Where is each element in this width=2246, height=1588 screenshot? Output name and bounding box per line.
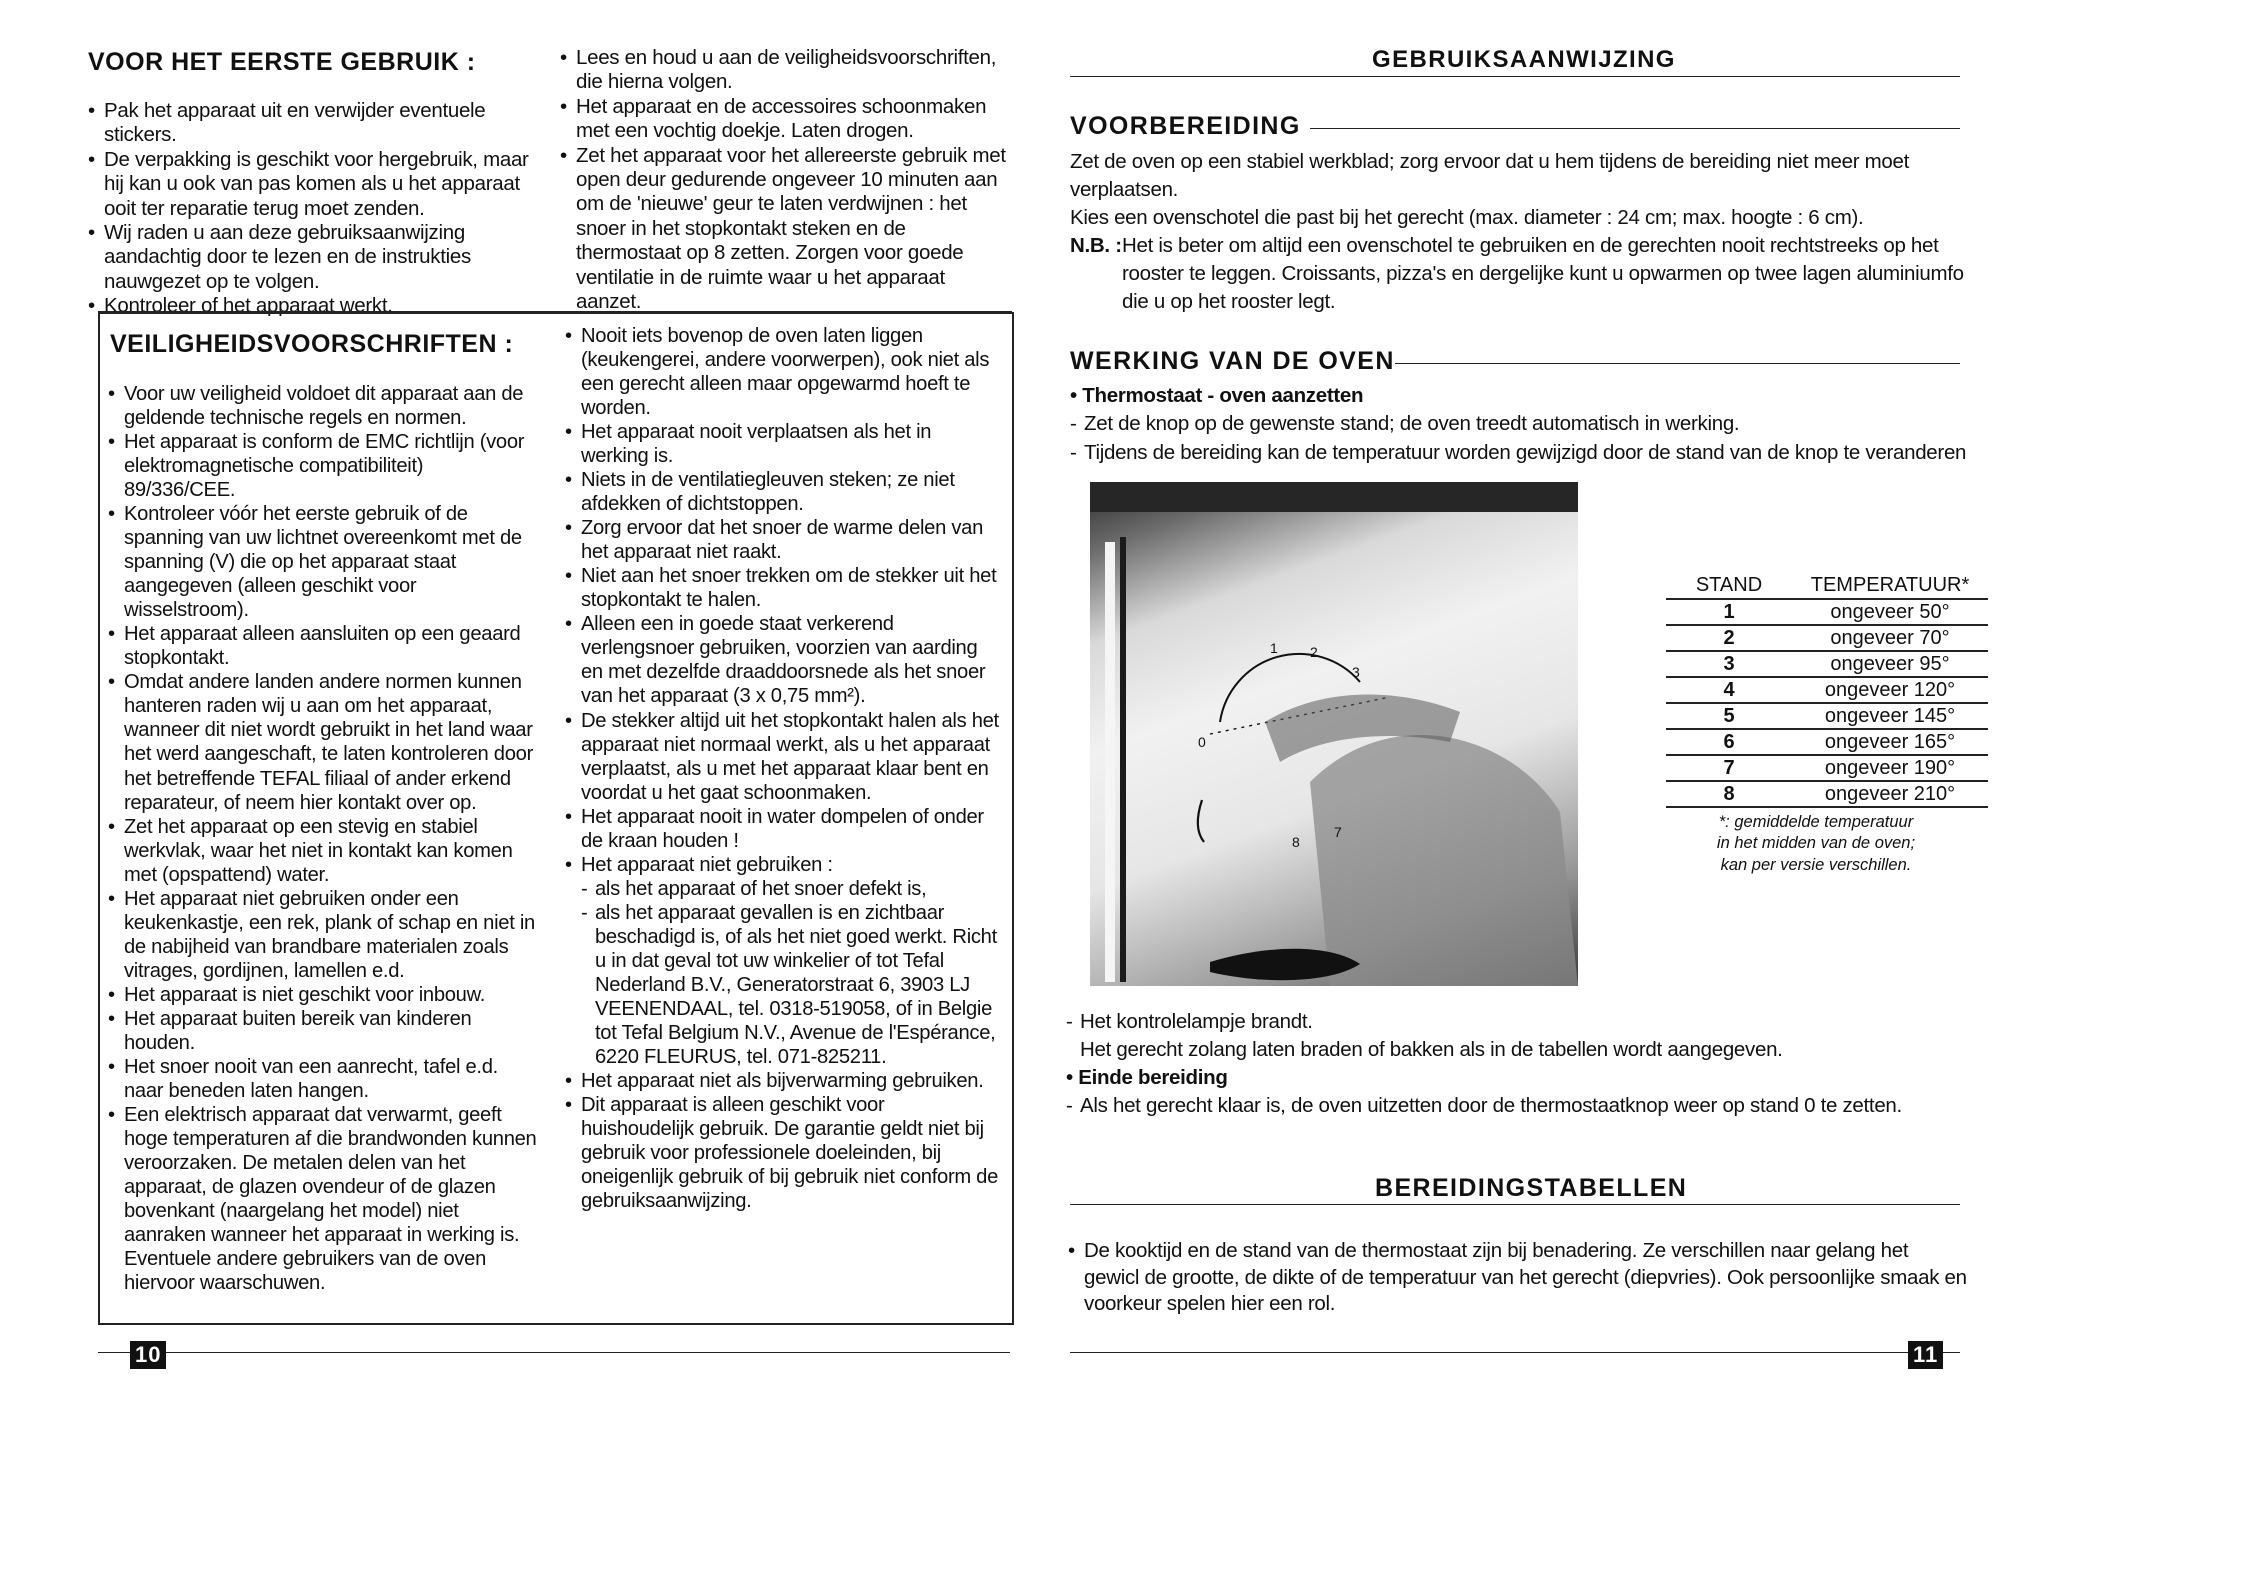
prep-title: VOORBEREIDING [1070,112,1301,140]
dial-number-7: 7 [1334,824,1342,840]
operation-step-1: - Zet de knop op de gewenste stand; de oven treedt automatisch in werking. [1070,410,1970,438]
list-item: • Lees en houd u aan de veiligheidsvoorschriften, die hierna volgen. [560,46,1010,95]
table-row: 1 ongeveer 50° [1666,599,1988,625]
operation-step-3b: Het gerecht zolang laten braden of bakken als in de tabellen wordt aangegeven. [1080,1038,1783,1062]
list-item: • Alleen een in goede staat verkerend verlengsnoer gebruiken, voorzien van aarding en met dezelfde draaddoorsnede als het snoer van het apparaat (3 x 0,75 mm²). [565,612,1002,708]
list-item: • Het apparaat is niet geschikt voor inbouw. [108,983,538,1007]
prep-p1: Zet de oven op een stabiel werkblad; zorg ervoor dat u hem tijdens de bereiding niet meer moet verplaatsen. [1070,150,1909,202]
table-header-stand: STAND [1666,574,1792,599]
operation-title: WERKING VAN DE OVEN [1070,347,1395,375]
list-item: • Zorg ervoor dat het snoer de warme delen van het apparaat niet raakt. [565,516,1002,564]
right-footer-rule [1070,1352,1960,1353]
safety-col1 [108,382,538,1295]
left-footer-rule [98,1352,1010,1353]
nb-text: Het is beter om altijd een ovenschotel te gebruiken en de gerechten nooit rechtstreeks op het rooster te leggen. Croissants, pizza's en dergelijke kunt u opwarmen op twee lagen aluminiumfo die u op het rooster legt. [1122,234,1964,314]
operation-step-2: - Tijdens de bereiding kan de temperatuur worden gewijzigd door de stand van de knop te veranderen [1070,439,1970,467]
thermostat-photo [1090,482,1578,986]
first-use-title: VOOR HET EERSTE GEBRUIK : [88,48,476,76]
list-item: • Nooit iets bovenop de oven laten liggen (keukengerei, andere voorwerpen), ook niet als een gerecht alleen maar opgewarmd hoeft te worden. [565,324,1002,420]
operation-step-3: - Het kontrolelampje brandt. [1066,1008,1966,1036]
dial-number-0: 0 [1198,734,1206,750]
list-item: • Zet het apparaat voor het allereerste gebruik met open deur gedurende ongeveer 10 minuten aan om de 'nieuwe' geur te laten verdwijnen : het snoer in het stopkontakt steken en de thermostaat op 8 zetten. Zorgen voor goede ventilatie in de ruimte waar u het apparaat aanzet. [560,144,1010,315]
temperature-table [1666,574,1988,808]
list-item: • Kontroleer of het apparaat werkt. [88,294,548,318]
page-number-left: 10 [130,1341,166,1369]
table-row: 4 ongeveer 120° [1666,677,1988,703]
operation-intro [1070,382,1970,467]
list-item: • De verpakking is geschikt voor hergebruik, maar hij kan u ook van pas komen als u het apparaat ooit ter reparatie terug moet zenden. [88,148,548,221]
list-item: • Voor uw veiligheid voldoet dit apparaat aan de geldende technische regels en normen. [108,382,538,430]
list-item: • Zet het apparaat op een stevig en stabiel werkvlak, waar het niet in kontakt kan komen met (opspattend) water. [108,815,538,887]
list-item [565,853,1002,1069]
cooking-tables-text [1068,1238,1968,1318]
page-number-right: 11 [1908,1341,1943,1369]
list-item: • Het apparaat nooit verplaatsen als het in werking is. [565,420,1002,468]
table-footnote: *: gemiddelde temperatuur in het midden van de oven; kan per versie verschillen. [1716,813,1916,874]
list-item: • Het apparaat is conform de EMC richtlijn (voor elektromagnetische compatibiliteit) 89/336/CEE. [108,430,538,502]
dial-number-8: 8 [1292,834,1300,850]
table-row: 8 ongeveer 210° [1666,781,1988,807]
prep-p2: Kies een ovenschotel die past bij het gerecht (max. diameter : 24 cm; max. hoogte : 6 cm). [1070,206,1864,230]
list-item: • Wij raden u aan deze gebruiksaanwijzing aandachtig door te lezen en de instrukties nauwgezet op te volgen. [88,221,548,294]
table-row: 6 ongeveer 165° [1666,729,1988,755]
header-rule [1070,76,1960,77]
nb-label: N.B. : [1070,234,1122,258]
operation-after-photo [1066,1008,1966,1120]
dial-number-2: 2 [1310,644,1318,660]
list-item: • Niets in de ventilatiegleuven steken; ze niet afdekken of dichtstoppen. [565,468,1002,516]
not-use-dash-1: - als het apparaat of het snoer defekt is, [581,877,1002,901]
dial-number-1: 1 [1270,640,1278,656]
thermostat-subheading: • Thermostaat - oven aanzetten [1070,384,1364,407]
dial-number-3: 3 [1352,664,1360,680]
list-item: • De kooktijd en de stand van de thermostaat zijn bij benadering. Ze verschillen naar gelang het gewicl de grootte, de dikte of de temperatuur van het gerecht (diepvries). Ook persoonlijke smaak en voorkeur spelen hier een rol. [1068,1238,1968,1318]
list-item: • Het apparaat niet gebruiken onder een keukenkastje, een rek, plank of schap en niet in de nabijheid van brandbare materialen zoals vitrages, gordijnen, lamellen e.d. [108,887,538,983]
thermostat-dial-graphic [1090,482,1578,986]
not-use-dash-2: - als het apparaat gevallen is en zichtbaar beschadigd is, of als het niet goed werkt. Richt u in dat geval tot uw winkelier of tot Tefal Nederland B.V., Generatorstraat 6, 3903 LJ VEENENDAAL, tel. 0318-519058, of in Belgie tot Tefal Belgium N.V., Avenue de l'Espérance, 6220 FLEURUS, tel. 071-825211. [581,901,1002,1069]
list-item: • Het snoer nooit van een aanrecht, tafel e.d. naar beneden laten hangen. [108,1055,538,1103]
prep-section [1070,148,1970,316]
list-item: • Kontroleer vóór het eerste gebruik of de spanning van uw lichtnet overeenkomt met de spanning (V) die op het apparaat staat aangegeven (alleen geschikt voor wisselstroom). [108,502,538,622]
list-item: • Niet aan het snoer trekken om de stekker uit het stopkontakt te halen. [565,564,1002,612]
table-header-temperatuur: TEMPERATUUR* [1792,574,1988,599]
safety-col2 [565,324,1002,1213]
list-item: • Pak het apparaat uit en verwijder eventuele stickers. [88,99,548,148]
safety-title: VEILIGHEIDSVOORSCHRIFTEN : [110,330,514,358]
list-item: • Het apparaat niet als bijverwarming gebruiken. [565,1069,1002,1093]
list-item: • Dit apparaat is alleen geschikt voor huishoudelijk gebruik. De garantie geldt niet bij gebruik voor professionele doeleinden, bij oneigenlijk gebruik of bij gebruik niet conform de gebruiksaanwijzing. [565,1093,1002,1213]
end-cooking-subheading: • Einde bereiding [1066,1066,1228,1090]
first-use-col2 [560,46,1010,314]
list-item: • Het apparaat buiten bereik van kinderen houden. [108,1007,538,1055]
list-item: • Een elektrisch apparaat dat verwarmt, geeft hoge temperaturen af die brandwonden kunnen veroorzaken. De metalen delen van het apparaat, de glazen ovendeur of de glazen bovenkant (naargelang het model) niet aanraken wanneer het apparaat in werking is. Eventuele andere gebruikers van de oven hiervoor waarschuwen. [108,1103,538,1295]
cooking-tables-title: BEREIDINGSTABELLEN [1375,1174,1688,1202]
right-page-header: GEBRUIKSAANWIJZING [1372,46,1676,73]
table-row: 5 ongeveer 145° [1666,703,1988,729]
list-item: • Het apparaat alleen aansluiten op een geaard stopkontakt. [108,622,538,670]
operation-step-4: - Als het gerecht klaar is, de oven uitzetten door de thermostaatknop weer op stand 0 te zetten. [1066,1092,1966,1120]
table-row: 2 ongeveer 70° [1666,625,1988,651]
list-item: • De stekker altijd uit het stopkontakt halen als het apparaat niet normaal werkt, als u het apparaat verplaatst, als u met het apparaat klaar bent en voordat u het gaat schoonmaken. [565,709,1002,805]
table-row: 3 ongeveer 95° [1666,651,1988,677]
list-item: • Omdat andere landen andere normen kunnen hanteren raden wij u aan om het apparaat, wanneer dit niet wordt gebruikt in het land waar het werd aangeschaft, te laten kontroleren door het betreffende TEFAL filiaal of ander erkend reparateur, of neem hier kontakt over op. [108,670,538,814]
temperature-table-wrap [1666,574,1988,876]
not-use-intro: Het apparaat niet gebruiken : [581,853,833,876]
list-item: • Het apparaat nooit in water dompelen of onder de kraan houden ! [565,805,1002,853]
list-item: • Het apparaat en de accessoires schoonmaken met een vochtig doekje. Laten drogen. [560,95,1010,144]
table-row: 7 ongeveer 190° [1666,755,1988,781]
first-use-col1 [88,99,548,319]
